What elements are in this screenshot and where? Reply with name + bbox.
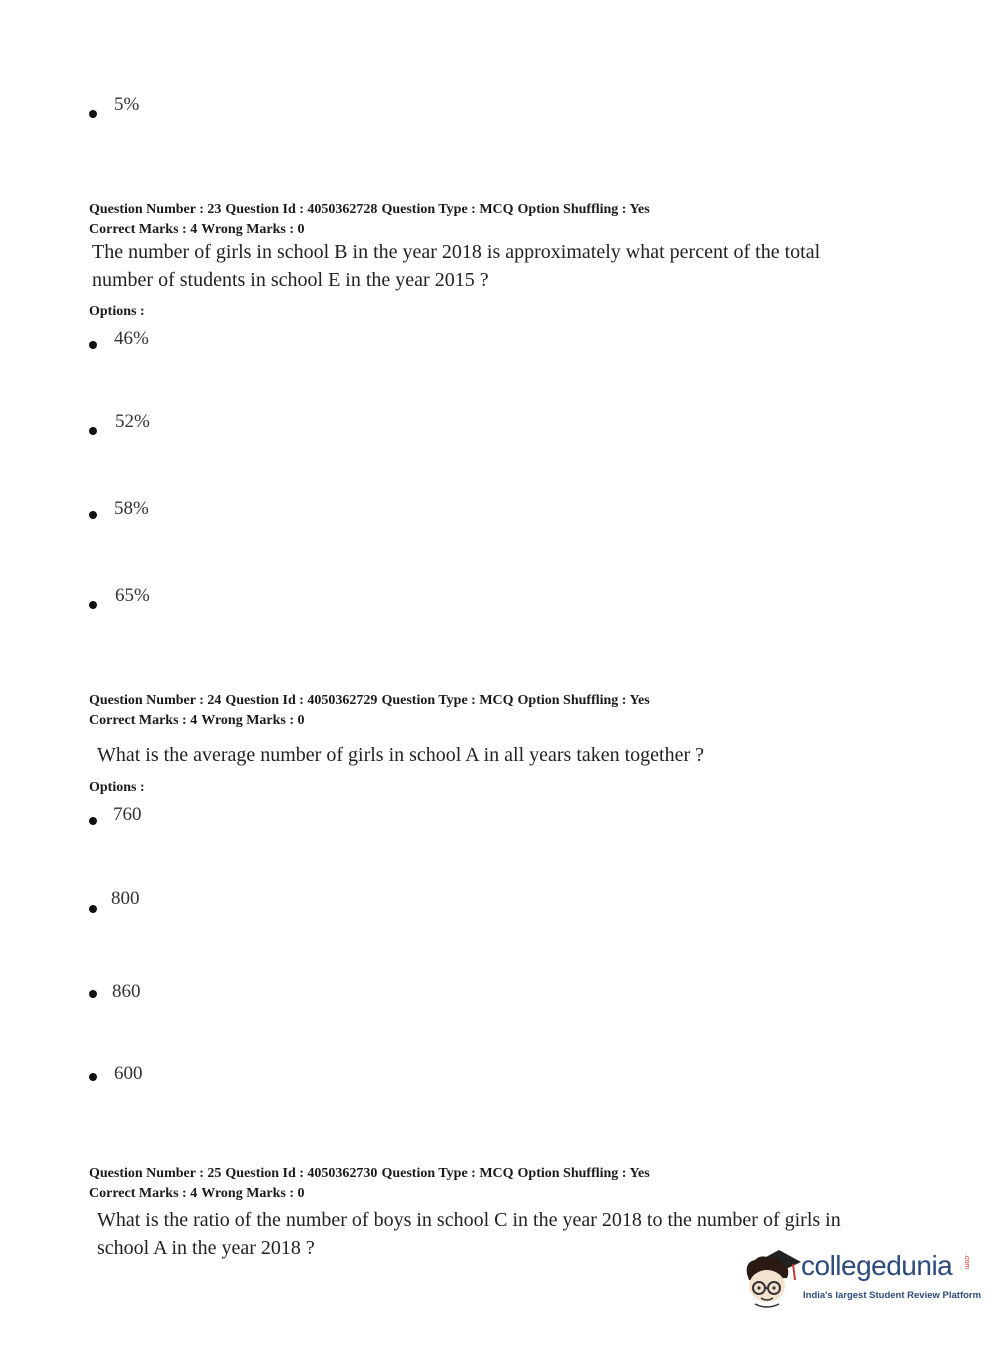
option-text: 65% bbox=[115, 585, 150, 606]
logo-wordmark: collegedunia bbox=[801, 1250, 953, 1281]
option-text: 600 bbox=[114, 1063, 143, 1084]
question-text: What is the average number of girls in school A in all years taken together ? bbox=[97, 744, 705, 766]
question-text: The number of girls in school B in the year 2018 is approximately what percent of the total number of students in school E in the year 2015 ? bbox=[92, 241, 821, 291]
question-meta: Question Number : 25 Question Id : 4050362730 Question Type : MCQ Option Shuffling : Yes bbox=[89, 1166, 650, 1181]
bullet-icon bbox=[89, 1073, 97, 1081]
option-text: 5% bbox=[114, 94, 140, 115]
logo-com: .com bbox=[963, 1254, 970, 1270]
bullet-icon bbox=[89, 990, 97, 998]
option-text: 760 bbox=[113, 804, 142, 825]
question-text: What is the ratio of the number of boys in school C in the year 2018 to the number of girls in school A in the year 2018 ? bbox=[97, 1209, 841, 1259]
question-meta: Question Number : 24 Question Id : 4050362729 Question Type : MCQ Option Shuffling : Yes bbox=[89, 693, 650, 708]
option-text: 58% bbox=[114, 498, 149, 519]
mascot-icon bbox=[741, 1244, 803, 1310]
options-label: Options : bbox=[89, 304, 145, 319]
question-marks: Correct Marks : 4 Wrong Marks : 0 bbox=[89, 713, 305, 728]
option-text: 52% bbox=[115, 411, 150, 432]
options-label: Options : bbox=[89, 780, 145, 795]
bullet-icon bbox=[89, 427, 97, 435]
option-text: 860 bbox=[112, 981, 141, 1002]
bullet-icon bbox=[89, 110, 97, 118]
bullet-icon bbox=[89, 905, 97, 913]
bullet-icon bbox=[89, 817, 97, 825]
bullet-icon bbox=[89, 601, 97, 609]
bullet-icon bbox=[89, 511, 97, 519]
question-marks: Correct Marks : 4 Wrong Marks : 0 bbox=[89, 1186, 305, 1201]
question-marks: Correct Marks : 4 Wrong Marks : 0 bbox=[89, 222, 305, 237]
question-meta: Question Number : 23 Question Id : 4050362728 Question Type : MCQ Option Shuffling : Yes bbox=[89, 202, 650, 217]
logo-tagline: India's largest Student Review Platform bbox=[803, 1290, 982, 1301]
option-text: 800 bbox=[111, 888, 140, 909]
collegedunia-logo bbox=[741, 1242, 982, 1322]
option-text: 46% bbox=[114, 328, 149, 349]
bullet-icon bbox=[89, 341, 97, 349]
